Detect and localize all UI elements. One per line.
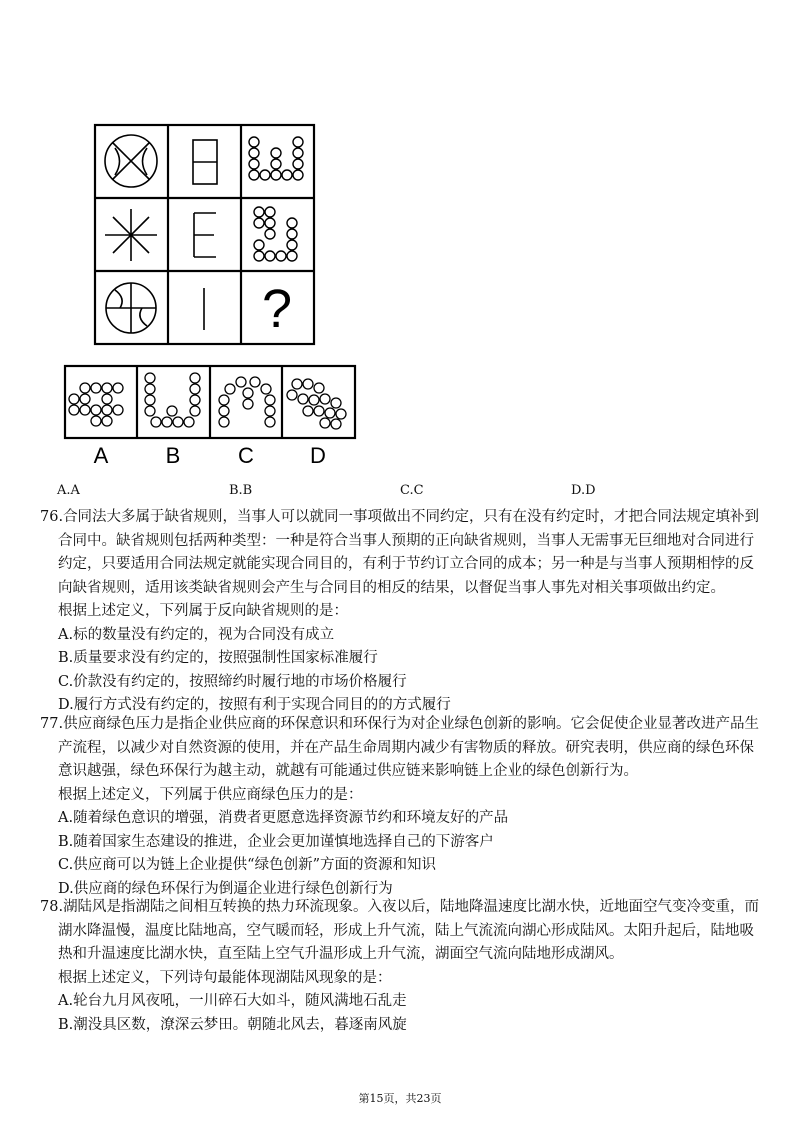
question-stem-line: 湖水降温慢，温度比陆地高，空气暖而轻，形成上升气流，陆上气流流向湖心形成陆风。太阳升起后，陆地吸	[58, 922, 754, 939]
question-stem-line: 76.合同法大多属于缺省规则，当事人可以就同一事项做出不同约定，只有在没有约定时，才把合同法规定填补到	[40, 509, 760, 525]
option-a: A.轮台九月风夜吼，一川碎石大如斗，随风满地石乱走	[58, 993, 407, 1009]
figure-answer-d: D.D	[571, 483, 596, 498]
question-prompt: 根据上述定义，下列属于供应商绿色压力的是：	[58, 786, 363, 803]
option-d: D.供应商的绿色环保行为倒逼企业进行绿色创新行为	[58, 880, 393, 897]
question-stem-line: 77.供应商绿色压力是指企业供应商的环保意识和环保行为对企业绿色创新的影响。它会促使企业显著改进产品生	[40, 716, 760, 732]
cell-digit-eight-figure	[193, 140, 217, 184]
cell-circle-cross-figure	[106, 283, 156, 333]
option-label-d: D	[310, 443, 326, 468]
option-b-figure	[145, 373, 200, 427]
question-stem-line: 向缺省规则，适用该类缺省规则会产生与合同目的相反的结果，以督促当事人事先对相关事项做出约定。	[58, 579, 725, 596]
question-77	[40, 713, 770, 901]
option-c: C.供应商可以为链上企业提供“绿色创新”方面的资源和知识	[58, 857, 437, 873]
question-stem-line: 产流程，以减少对自然资源的使用，并在产品生命周期内减少有害物质的释放。研究表明，供应商的绿色环保	[58, 739, 754, 756]
option-a: A.标的数量没有约定的，视为合同没有成立	[58, 626, 335, 643]
option-b: B.潮没具区数，潦深云梦田。朝随北风去，暮逐南风旋	[58, 1016, 407, 1033]
option-c-figure	[219, 377, 275, 427]
question-prompt: 根据上述定义，下列诗句最能体现湖陆风现象的是：	[58, 969, 392, 986]
cell-asterisk-figure	[105, 209, 157, 261]
option-c: C.价款没有约定的，按照缔约时履行地的市场价格履行	[58, 673, 407, 690]
cell-basketball-figure	[105, 135, 157, 187]
option-b: B.随着国家生态建设的推进，企业会更加谨慎地选择自己的下游客户	[58, 833, 494, 850]
option-label-a: A	[93, 443, 109, 468]
page-footer: 第15页，共23页	[358, 1092, 442, 1105]
question-stem-line: 意识越强，绿色环保行为越主动，就越有可能通过供应链来影响链上企业的绿色创新行为。	[58, 763, 638, 779]
cell-circles-pattern-1	[249, 137, 303, 180]
options-strip	[65, 366, 355, 438]
figure-answer-c: C.C	[400, 483, 424, 498]
question-number: 78.	[40, 899, 64, 915]
figure-puzzle	[60, 120, 360, 470]
figure-answer-b: B.B	[229, 483, 253, 498]
option-d: D.履行方式没有约定的，按照有利于实现合同目的的方式履行	[58, 697, 451, 713]
figure-answer-a: A.A	[57, 483, 80, 498]
cell-letter-e-figure	[194, 213, 216, 257]
question-prompt: 根据上述定义，下列属于反向缺省规则的是：	[58, 603, 348, 619]
option-a-figure	[69, 383, 123, 426]
question-stem-line: 热和升温速度比湖水快，直至陆上空气升温形成上升气流，湖面空气流向陆地形成湖风。	[58, 946, 624, 962]
question-number: 76.	[40, 509, 64, 525]
option-label-c: C	[238, 443, 254, 468]
option-a: A.随着绿色意识的增强，消费者更愿意选择资源节约和环境友好的产品	[58, 810, 509, 826]
question-stem-line: 合同中。缺省规则包括两种类型：一种是符合当事人预期的正向缺省规则，当事人无需事无巨细地对合同进行	[58, 532, 754, 549]
option-label-b: B	[165, 443, 181, 468]
option-b: B.质量要求没有约定的，按照强制性国家标准履行	[58, 650, 378, 666]
question-stem-line: 78.湖陆风是指湖陆之间相互转换的热力环流现象。入夜以后，陆地降温速度比湖水快，近地面空气变冷变重，而	[40, 899, 760, 915]
option-d-figure	[287, 379, 346, 429]
question-number: 77.	[40, 716, 64, 732]
question-78	[40, 896, 770, 1037]
question-stem-line: 约定，只要适用合同法规定就能实现合同目的，有利于节约订立合同的成本；另一种是与当事人预期相悖的反	[58, 556, 754, 572]
cell-circles-pattern-2	[254, 207, 297, 261]
cell-question-mark: ?	[261, 279, 293, 339]
figure-answer-options	[57, 483, 757, 503]
question-76	[40, 506, 770, 718]
